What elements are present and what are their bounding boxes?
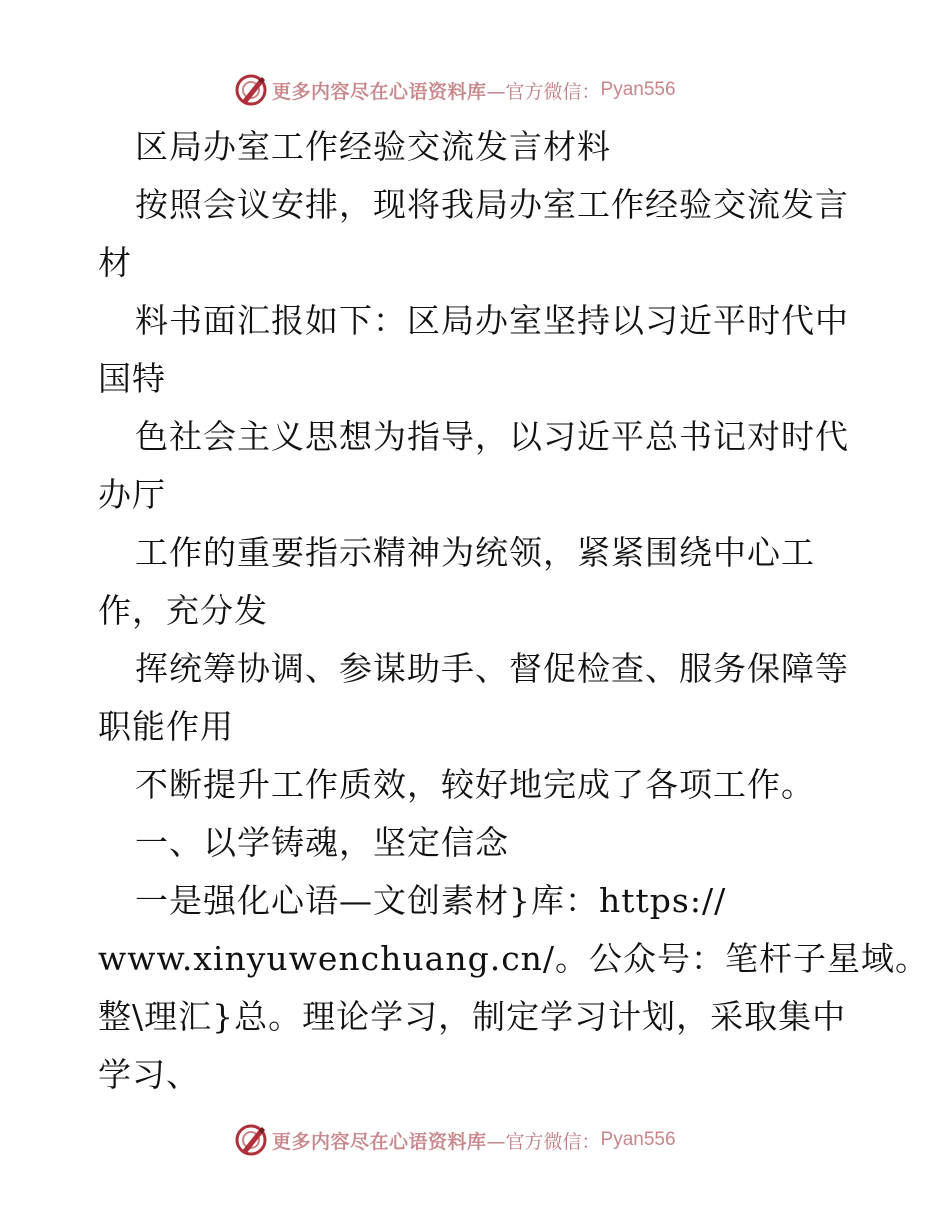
banner-site-text: 更多内容尽在心语资料库: [272, 80, 487, 103]
text-line: 色社会主义思想为指导，以习近平总书记对时代: [135, 417, 849, 456]
text-line: 一是强化心语—文创素材}库：https://: [135, 881, 727, 920]
text-line: 学习、: [98, 1055, 200, 1094]
text-line: 国特: [98, 359, 166, 398]
pen-logo-icon: [234, 1123, 268, 1157]
document-title: 区局办室工作经验交流发言材料: [135, 127, 611, 166]
text-line: 不断提升工作质效，较好地完成了各项工作。: [135, 765, 815, 804]
header-banner: [234, 73, 676, 107]
text-line: 挥统筹协调、参谋助手、督促检查、服务保障等: [135, 649, 849, 688]
text-line: 材: [98, 243, 132, 282]
banner-official-label: —官方微信：: [486, 80, 601, 103]
text-line: 工作的重要指示精神为统领，紧紧围绕中心工: [135, 533, 815, 572]
text-line: 作，充分发: [98, 591, 268, 630]
text-line: 整\理汇}总。理论学习，制定学习计划，采取集中: [98, 997, 847, 1036]
text-line: 职能作用: [98, 707, 234, 746]
text-line: 料书面汇报如下：区局办室坚持以习近平时代中: [135, 301, 849, 340]
section-heading: 一、以学铸魂，坚定信念: [135, 823, 509, 862]
banner-site-text: 更多内容尽在心语资料库: [272, 1130, 487, 1153]
document-body: [98, 118, 930, 1104]
pen-logo-icon: [234, 73, 268, 107]
banner-account-id: Pyan556: [600, 1129, 676, 1150]
footer-banner: [234, 1123, 676, 1157]
banner-official-label: —官方微信：: [486, 1130, 601, 1153]
text-line-url: www.xinyuwenchuang.cn/。公众号：笔杆子星域。: [98, 939, 930, 978]
text-line: 按照会议安排，现将我局办室工作经验交流发言: [135, 185, 849, 224]
text-line: 办厅: [98, 475, 166, 514]
banner-account-id: Pyan556: [600, 79, 676, 100]
